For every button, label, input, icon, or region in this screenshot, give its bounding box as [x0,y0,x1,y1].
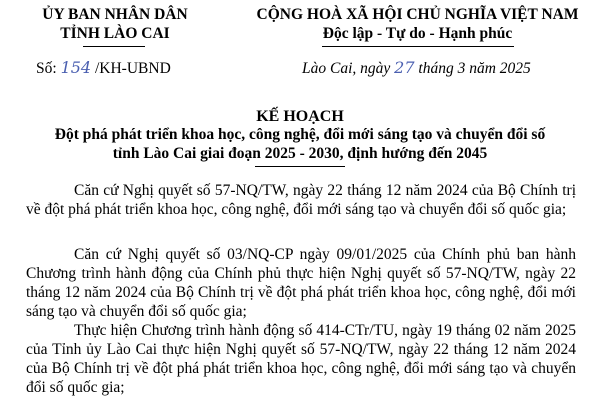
number-suffix: /KH-UBND [94,60,171,77]
document-type: KẾ HOẠCH [256,108,344,125]
paragraph-3: Thực hiện Chương trình hành động số 414-CTr/TU, ngày 19 tháng 02 năm 2025 của Tỉnh ủy Lào Cai thực hiện Nghị quyết số 57-NQ/TW, ngày 22 tháng 12 năm 2024 của Bộ Chính trị về đột phá phát triển khoa học, công nghệ, đổi mới sáng tạo và chuyển đổi số quốc gia; [26,322,576,396]
motto-underline [322,46,514,47]
paragraph-1: Căn cứ Nghị quyết số 57-NQ/TW, ngày 22 tháng 12 năm 2024 của Bộ Chính trị về đột phá phát triển khoa học, công nghệ, đổi mới sáng tạo và chuyển đổi số quốc gia; [26,182,576,218]
date-prefix: Lào Cai, ngày [302,60,391,77]
handwritten-day: 27 [394,58,415,77]
national-motto: Độc lập - Tự do - Hạnh phúc [322,25,513,42]
issuing-authority: ỦY BAN NHÂN DÂN [42,6,188,23]
national-title: CỘNG HOÀ XÃ HỘI CHỦ NGHĨA VIỆT NAM [256,6,579,23]
handwritten-number: 154 [60,58,92,77]
left-header-underline [83,46,145,47]
issue-date [302,58,531,78]
date-suffix: tháng 3 năm 2025 [418,60,531,77]
number-prefix: Số: [36,60,57,77]
document-number [36,58,171,78]
paragraph-2: Căn cứ Nghị quyết số 03/NQ-CP ngày 09/01/2025 của Chính phủ ban hành Chương trình hành động của Chính phủ thực hiện Nghị quyết số 57-NQ/TW, ngày 22 tháng 12 năm 2024 của Bộ Chính trị về đột phá phát triển khoa học, công nghệ, đổi mới sáng tạo và chuyển đổi số quốc gia; [26,246,576,320]
title-underline [255,166,345,167]
document-title-line2: tỉnh Lào Cai giai đoạn 2025 - 2030, định hướng đến 2045 [112,145,488,162]
document-title-line1: Đột phá phát triển khoa học, công nghệ, đổi mới sáng tạo và chuyển đổi số [54,126,546,143]
province-name: TỈNH LÀO CAI [60,25,170,42]
